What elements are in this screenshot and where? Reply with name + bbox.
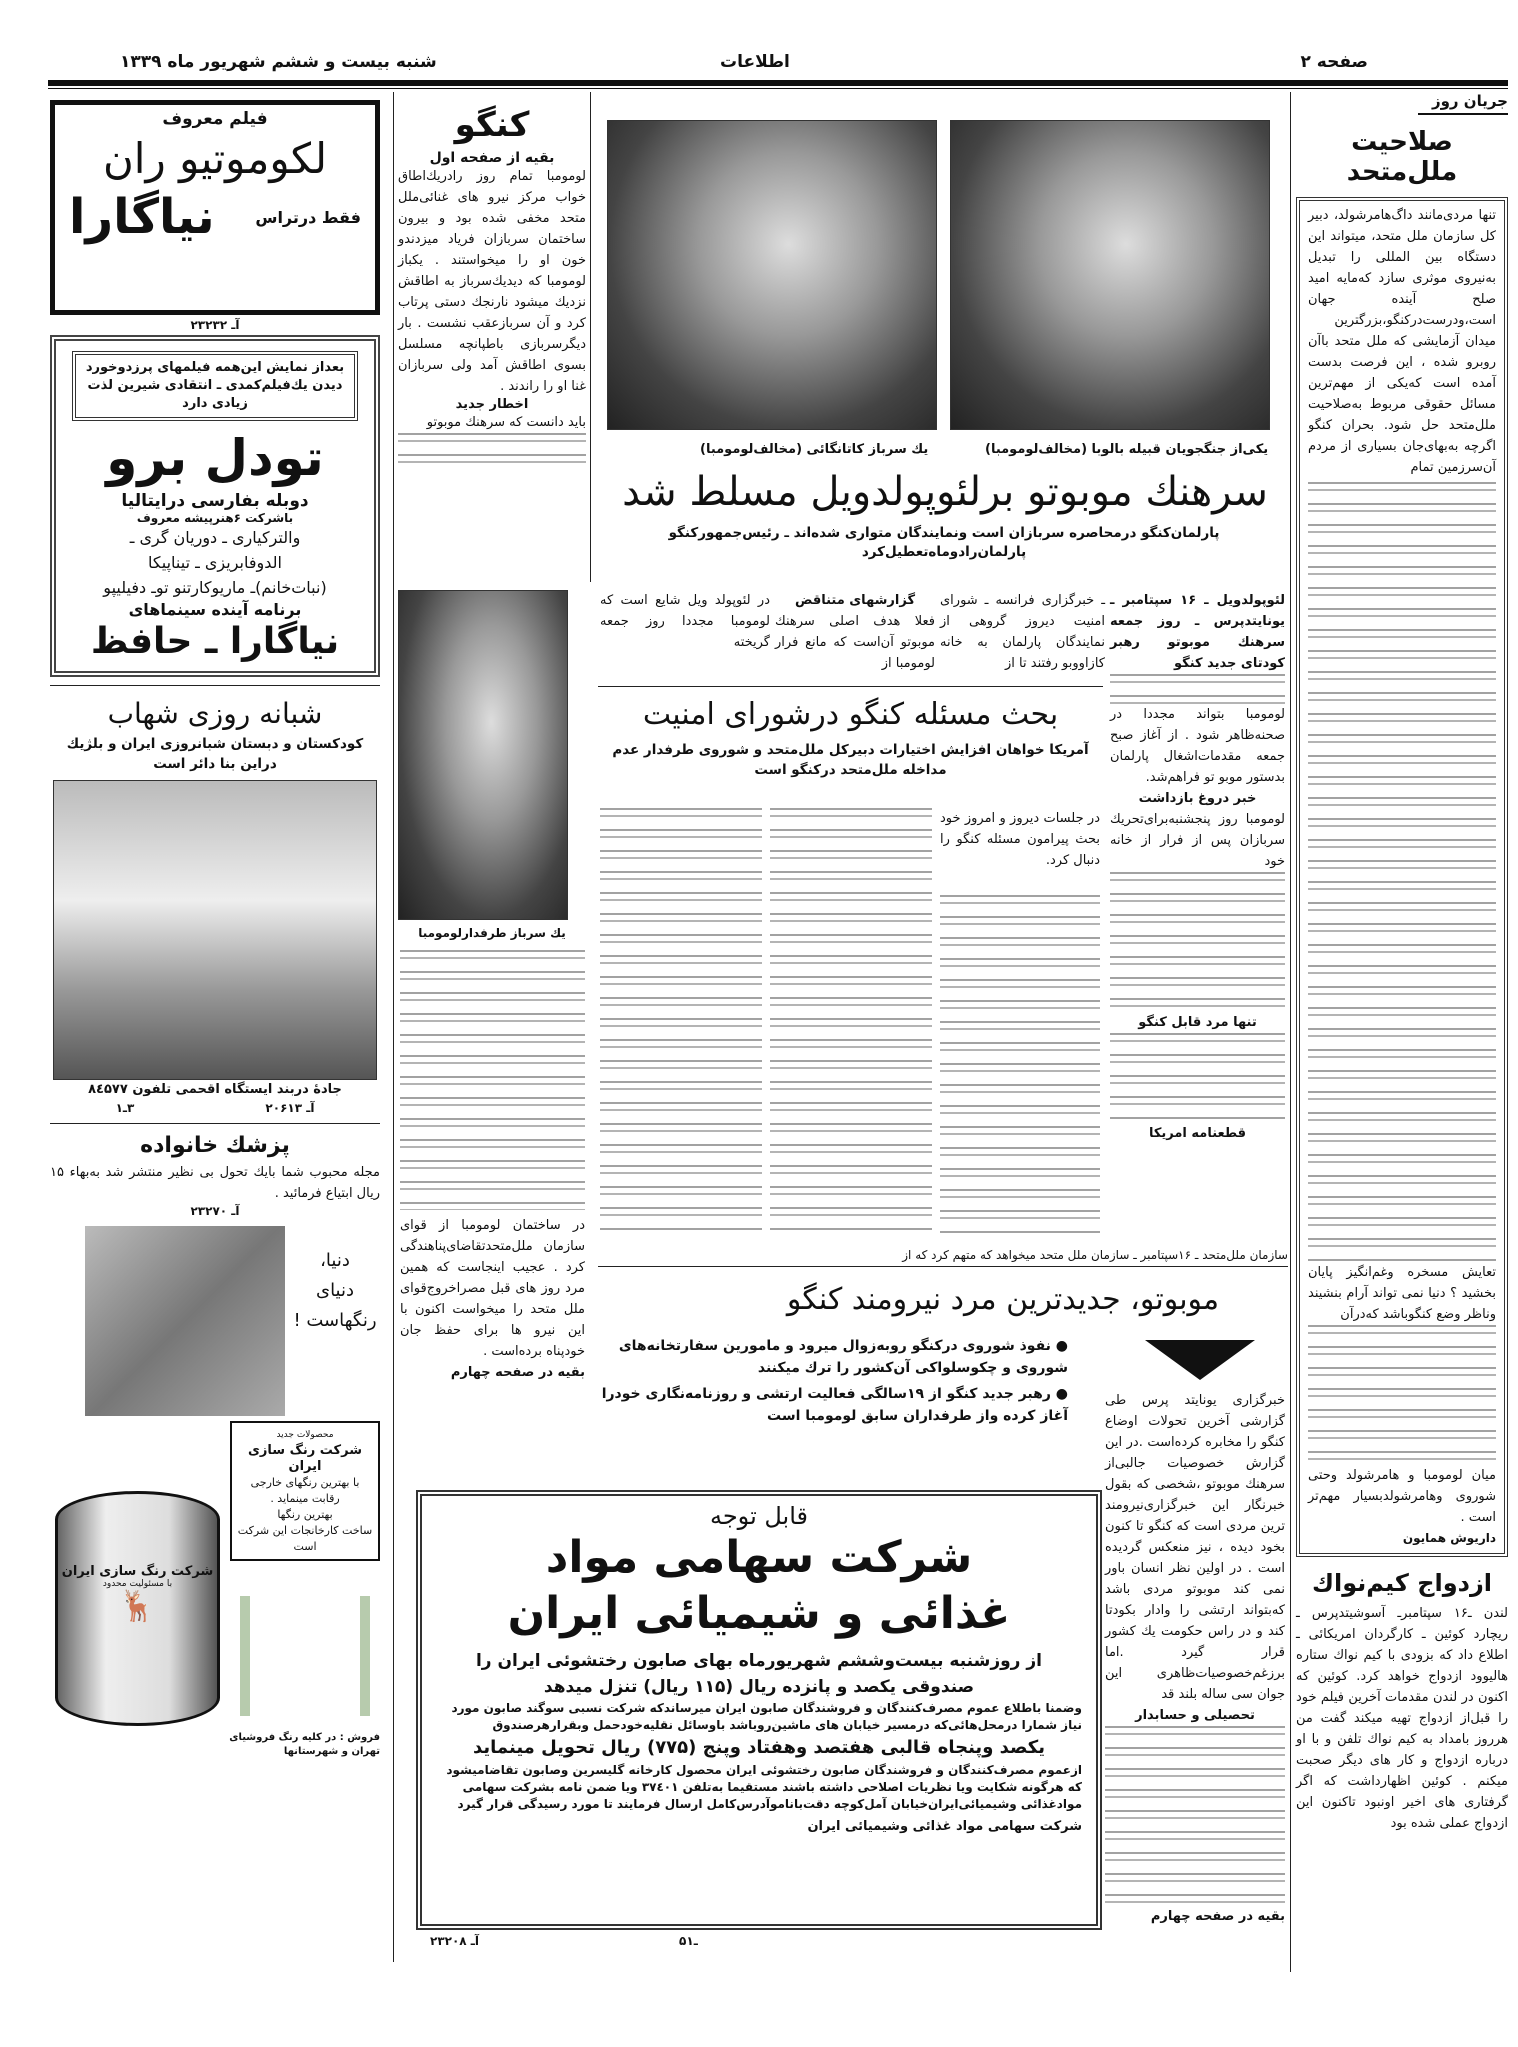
editorial-title: صلاحیت ملل‌متحد [1346,127,1458,187]
soap-ad-para2: ازعموم مصرف‌کنندگان و فروشندگان صابون رختشوئی ایران محصول کارخانه گلیسرین وصابون تقاضامیشود که هرگونه شکایت ویا نظریات اصلاحی داشته باشند مستقیما به‌تلفن ۳۷٤۰۱ ویا ضمن نامه بشرکت سهامی موادغذائی وشیمیائی‌ایران‌خیابان آمل‌کوچه دقت‌باناموآدرس‌کامل ارسال فرمایند تا مورد رسیدگی قرار گیرد [446,1763,1082,1811]
deer-logo-icon: 🦌 [118,1589,157,1624]
column-divider [590,92,591,582]
lead-subhead2: گزارشهای متناقض [794,593,916,608]
kim-novak-body: لندن ـ۱۶ سپتامبر‌ـ آسوشیتدپرس ـ ریچارد کوئین ـ کارگردان امریکائی ـ اطلاع داد که بزودی با کیم نواك ستاره هالیوود ازدواج خواهد کرد. کوئین که اکنون در لندن مقدمات آخرین فیلم خود را قبل‌از ازدواج تهیه میکند گفت من هرروز بامداد به کیم نواك تلفن و با او درباره ازدواج و کار های دیگر صحبت میکنم . کوئین اظهارداشت که اگر گرفتاری های اخیر اونبود تاکنون این ازدواج عملی شده بود [1296,1606,1508,1831]
page-number: صفحه ۲ [1300,52,1368,72]
todelbaro-ad-title: تودل برو [106,429,324,487]
bullet-item: ● رهبر جدید کنگو از ۱۹سالگی فعالیت ارتشی و روزنامه‌نگاری خودرا آغاز کرده واز طرفداران سابق لومومبا است [601,1386,1068,1424]
soap-ad-codes [416,1930,1102,1952]
congo-end-text: در ساختمان لومومبا از قوای سازمان ملل‌متحدتقاضای‌پناهندگی کرد . عجیب اینجاست که همین مرد روز های قبل مصراخروج‌قوای ملل متحد را میخواست اکنون با این نیرو ها برای حفظ جان خودپناه برده‌است . [400,1218,585,1359]
congo-body: لومومبا تمام روز رادریك‌اطاق خواب مرکز نیرو های غنائی‌ملل متحد مخفی شده بود و بیرون ساختمان سربازان فریاد میزدندو خون او را میخواستند . یکباز لومومبا که دیدیك‌سرباز به اطاقش نزدیك میشود نارنجك دستی پرتاب کرد و آن سربازعقب نشست . بار دیگرسربازی باطپانچه مسلسل بسوی اطاقش آمد ولی سربازان غنا او را راندند . [398,169,586,394]
divider [50,1123,380,1124]
lead-col-3 [775,590,935,674]
paint-ad-sale: فروش : در کلیه رنگ فروشیای تهران و شهرستانها [229,1732,380,1757]
soldier-photo-caption: یك سرباز طرفدارلومومبا [418,926,566,940]
continued-label: بقیه از صفحه اول [429,150,555,166]
text-block [770,808,932,1235]
lead-col-2: ـ خبرگزاری فرانسه ـ شورای امنیت دیروز گروهی از نمایندگان پارلمان به خانه کازاووبو رفتند تا از [940,593,1105,671]
lead-col-1 [1110,590,1285,1144]
locomotive-ad-title: لکوموتیو ران [102,134,328,183]
congo-subhead: اخطار جدید [455,397,529,412]
todelbaro-ad-program: برنامه آینده سینماهای [128,600,302,619]
soap-ad-line2: صندوقی یکصد و پانزده ریال (۱۱۵ ریال) تنزل میدهد [543,1677,975,1697]
bullet-item: ● نفوذ شوروی درکنگو روبه‌زوال میرود و مامورین سفارتخانه‌های شوروی و چکوسلواکی آن‌کشور را ترك میکنند [618,1338,1068,1376]
painting-family-illustration [85,1226,285,1416]
text-block [400,950,585,1210]
shabaneh-ad-address: جادهٔ دربند ایستگاه اقحمی تلفون ۸٤۵۷۷ [88,1082,342,1097]
text-block [1308,1325,1496,1465]
text-block [1110,872,1285,1012]
congo-body2: باید دانست که سرهنك موبوتو [426,415,586,430]
todelbaro-ad-cinemas: نیاگارا ـ حافظ [90,621,340,662]
editorial-box [1296,197,1508,1557]
lead-side-text: لومومبا بتواند مجددا در صحنه‌ظاهر شود . از آغاز صبح جمعه مقدمات‌اشغال پارلمان بدستور موبو تو فراهم‌شد. [1110,707,1285,785]
pezeshk-ad-body: مجله محبوب شما بایك تحول بی نظیر منتشر شد به‌بهاء ۱۵ ریال ابتیاع فرمائید . [50,1165,380,1201]
editorial-ending: میان لومومبا و هامرشولد وحتی شوروی وهامرشولدبسیار مهم‌تر است . [1308,1468,1496,1525]
lead-dateline: لئوپولدویل ـ ۱۶ سپتامبر ـ یونایتدپرس ـ روز جمعه سرهنك موبوتو رهبر کودتای جدید کنگو [1110,593,1286,671]
mobutu-headline: موبوتو، جدیدترین مرد نیرومند کنگو [786,1282,1220,1317]
continued-link[interactable]: بقیه در صفحه چهارم [450,1365,585,1380]
security-council-headline: بحث مسئله کنگو درشورای امنیت [642,697,1059,732]
editorial-author: داریوش همایون [1402,1531,1496,1545]
issue-date: شنبه بیست و ششم شهریور ماه ۱۳۳۹ [120,52,437,72]
soap-ad [416,1490,1102,1930]
pezeshk-ad-title: پزشك خانواده [140,1133,290,1158]
mobutu-body-column [1105,1390,1285,1927]
pezeshk-ad-code: آـ ۲۳۲۷۰ [190,1204,240,1218]
shabaneh-ad-code2: ۳ـ۱ [115,1101,135,1115]
column-divider [1290,92,1291,1972]
locomotive-ad [50,100,380,315]
soap-ad-top: قابل توجه [709,1502,809,1530]
soap-ad-line1: از روزشنبه بیست‌وششم شهریورماه بهای صابون رختشوئی ایران را [475,1651,1042,1671]
text-block [1308,482,1496,1262]
katanga-soldier-photo [607,120,937,430]
photo-caption-right: یکی‌از جنگجویان قبیله بالوبا (مخالف‌لومومبا) [985,442,1269,457]
arrow-down-icon [1145,1340,1255,1380]
kim-novak-title: ازدواج کیم‌نواك [1311,1569,1492,1597]
text-block [1105,1726,1285,1906]
paint-ad [55,1226,380,1776]
header-rule-thin [48,88,1508,89]
bullet-icon: ● [1050,1338,1068,1354]
todelbaro-ad-cast-intro: باشرکت ۶هنرپیشه معروف [136,511,294,525]
security-council-body: در جلسات دیروز و امروز خود بحث پیرامون مسئله کنگو را دنبال کرد. [940,811,1100,868]
todelbaro-ad-cast: الدوفابریزی ـ تیناپیکا [148,553,282,572]
locomotive-ad-code: آـ ۲۳۲۳۲ [190,318,240,332]
mobutu-continued-link[interactable]: بقیه در صفحه چهارم [1150,1909,1285,1924]
divider [50,685,380,686]
soap-ad-price: یکصد وپنجاه قالبی هفتصد وهفتاد وپنج (۷۷۵) ریال تحویل مینماید [472,1737,1046,1758]
divider [598,686,1103,687]
editorial-body: تنها مردی‌مانند داگ‌هامرشولد، دبیر کل سازمان ملل متحد، میتواند این دستگاه بین المللی را تبدیل به‌نیروی موثری سازد که‌مایه امید صلح آینده جهان است،ودرست‌درکنگو،بزرگترین میدان آزمایشی که ملل متحد باآن روبرو شده ، این فرصت بدست آمده است که‌یکی از مهم‌ترین مسائل حقوقی مربوط به‌صلاحیت ملل‌متحد حل شود. بحران کنگو اگرچه به‌بهای‌جان بسیاری از مردم آن‌سرزمین تمام [1308,208,1496,475]
photo-caption-left: یك سرباز کاتانگائی (مخالف‌لومومبا) [700,442,929,457]
lead-side-subhead: خبر دروغ بازداشت [1138,791,1257,806]
column-divider [393,92,394,1962]
shabaneh-ad-sub: کودکستان و دبستان شبانروزی ایران و بلژیك دراین بنا دائر است [66,736,364,772]
todelbaro-ad-dub: دوبله بفارسی درایتالیا [121,491,309,511]
easel-legs [240,1596,370,1716]
shabaneh-ad-code: آـ ۲۰۶۱۳ [265,1101,315,1115]
paint-can: شرکت رنگ سازی ایران با مسئولیت محدود 🦌 [55,1491,220,1726]
lead-subhead: پارلمان‌کنگو درمحاصره سربازان است ونمایندگان متواری شده‌اند ـ رئیس‌جمهورکنگو پارلمان‌رادوماه‌تعطیل‌کرد [668,525,1220,560]
todelbaro-ad-cast: (نبات‌خانم)ـ ماریوکارتنو توـ دفیلیپو [103,578,327,597]
lead-col-3-text: فعلا هدف اصلی سرهنك موبوتو آن‌است که مانع فرار لومومبا از [775,614,935,671]
todelbaro-ad [50,335,380,677]
lead-headline: سرهنك موبوتو برلئوپولدویل مسلط شد [622,469,1268,515]
text-block [600,808,762,1235]
text-block [1110,674,1285,704]
soap-ad-code2: ۵ـ۱ [679,1934,698,1948]
un-footer-line: سازمان ملل‌متحد ـ ۱۶سپتامبر ـ سازمان ملل متحد میخواهد که متهم کرد که از [598,1245,1288,1267]
congo-title: کنگو [454,105,530,145]
shabaneh-ad-codes [50,1099,380,1117]
soap-ad-para1: وضمنا باطلاع عموم مصرف‌کنندگان و فروشندگان صابون ایران میرساندکه شرکت نسبی سوگند صابون مورد نیاز شمارا درمحل‌هائی‌که درمسیر خیابان های ماشین‌روباشد باوسائل نقلیه‌خودحمل وبقرارهرصندوق [451,1701,1082,1732]
school-building-photo [53,780,377,1080]
soap-ad-code: آـ ۲۳۲۰۸ [430,1934,480,1948]
editorial-column [1296,92,1508,1834]
bullet-icon: ● [1050,1386,1068,1402]
lead-side-text2: لومومبا روز پنجشنبه‌برای‌تحریك سربازان پس از فرار از خانه خود [1110,812,1285,869]
mobutu-article [598,1275,1288,1325]
shabaneh-ad-title: شبانه روزی شهاب [107,697,323,730]
text-block [940,895,1100,1235]
soldier-photo [398,590,568,920]
paint-ad-slogan: دنیا، دنیای رنگهاست ! [293,1250,377,1331]
text-block [1110,1033,1285,1123]
soap-ad-company: شرکت سهامی مواد غذائی و شیمیائی ایران [507,1532,1011,1639]
todelbaro-ad-box: بعداز نمایش این‌همه فیلمهای پرزدوخورد دیدن یك‌فیلم‌کمدی ـ انتقادی شیرین لذت زیادی دارد [72,351,358,421]
locomotive-ad-only: فقط درتراس [255,207,361,227]
mobutu-body: خبرگزاری یونایتد پرس طی گزارشی آخرین تحولات اوضاع کنگو را مخابره کرده‌است .در این گزارش خصوصیات جالبی‌از سرهنك موبوتو ،شخصی که بقول خبرنگار این خبرگزاری‌نیرومند ترین مردی است که کنگو تا کنون بخود دیده ، نیز منعکس گردیده است . در اولین نظر انسان باور نمی کند موبوتو مردی باشد که‌بتواند ارتشی را وادار بکودتا کند و در راس حکومت یك کشور قرار گیرد .اما برزغم‌خصوصیات‌ظاهری این جوان سی ساله بلند قد [1105,1393,1285,1702]
congo-column [398,100,586,475]
masthead: اطلاعات [720,52,790,72]
security-council-subhead: آمریکا خواهان افزایش اختیارات دبیرکل ملل‌متحد و شوروی طرفدار عدم مداخله ملل‌متحد درکنگو است [612,742,1089,778]
paint-ad-board: محصولات جدید شرکت رنگ سازی ایران با بهترین رنگهای خارجی رقابت مینماید . بهترین رنگها ساخت کارخانجات این شرکت است [230,1421,380,1561]
mobutu-subhead: تحصیلی و حسابدار [1135,1708,1255,1723]
mobutu-bullets [598,1335,1068,1427]
baluba-warrior-photo [950,120,1270,430]
soap-ad-wrapper [416,1490,1102,1952]
locomotive-ad-top: فیلم معروف [162,109,268,129]
pezeshk-ad [50,1130,380,1218]
section-label: جریان روز [1418,92,1508,115]
locomotive-ad-cinema: نیاگارا [69,189,215,245]
lead-col-4: در لئوپولد ویل شایع است که لومومبا مجددا روز جمعه گریخته [600,593,770,650]
shabaneh-ad [50,694,380,774]
editorial-ending2: تعایش مسخره وغم‌انگیز پایان بخشید ؟ دنیا نمی تواند آرام بنشیند وناظر وضع کنگوباشد که‌درآن [1308,1265,1496,1322]
header-rule [48,80,1508,86]
security-council-subhead2: قطعنامه امریکا [1148,1126,1247,1141]
soap-ad-signature: شرکت سهامی مواد غذائی وشیمیائی ایران [807,1819,1082,1834]
congo-end [400,1215,585,1383]
left-ads-column [50,100,380,1776]
todelbaro-ad-cast: والترکیاری ـ دوریان گری ـ [129,528,301,547]
lead-side-subhead2: تنها مرد قابل کنگو [1138,1015,1257,1030]
text-block [398,433,586,475]
